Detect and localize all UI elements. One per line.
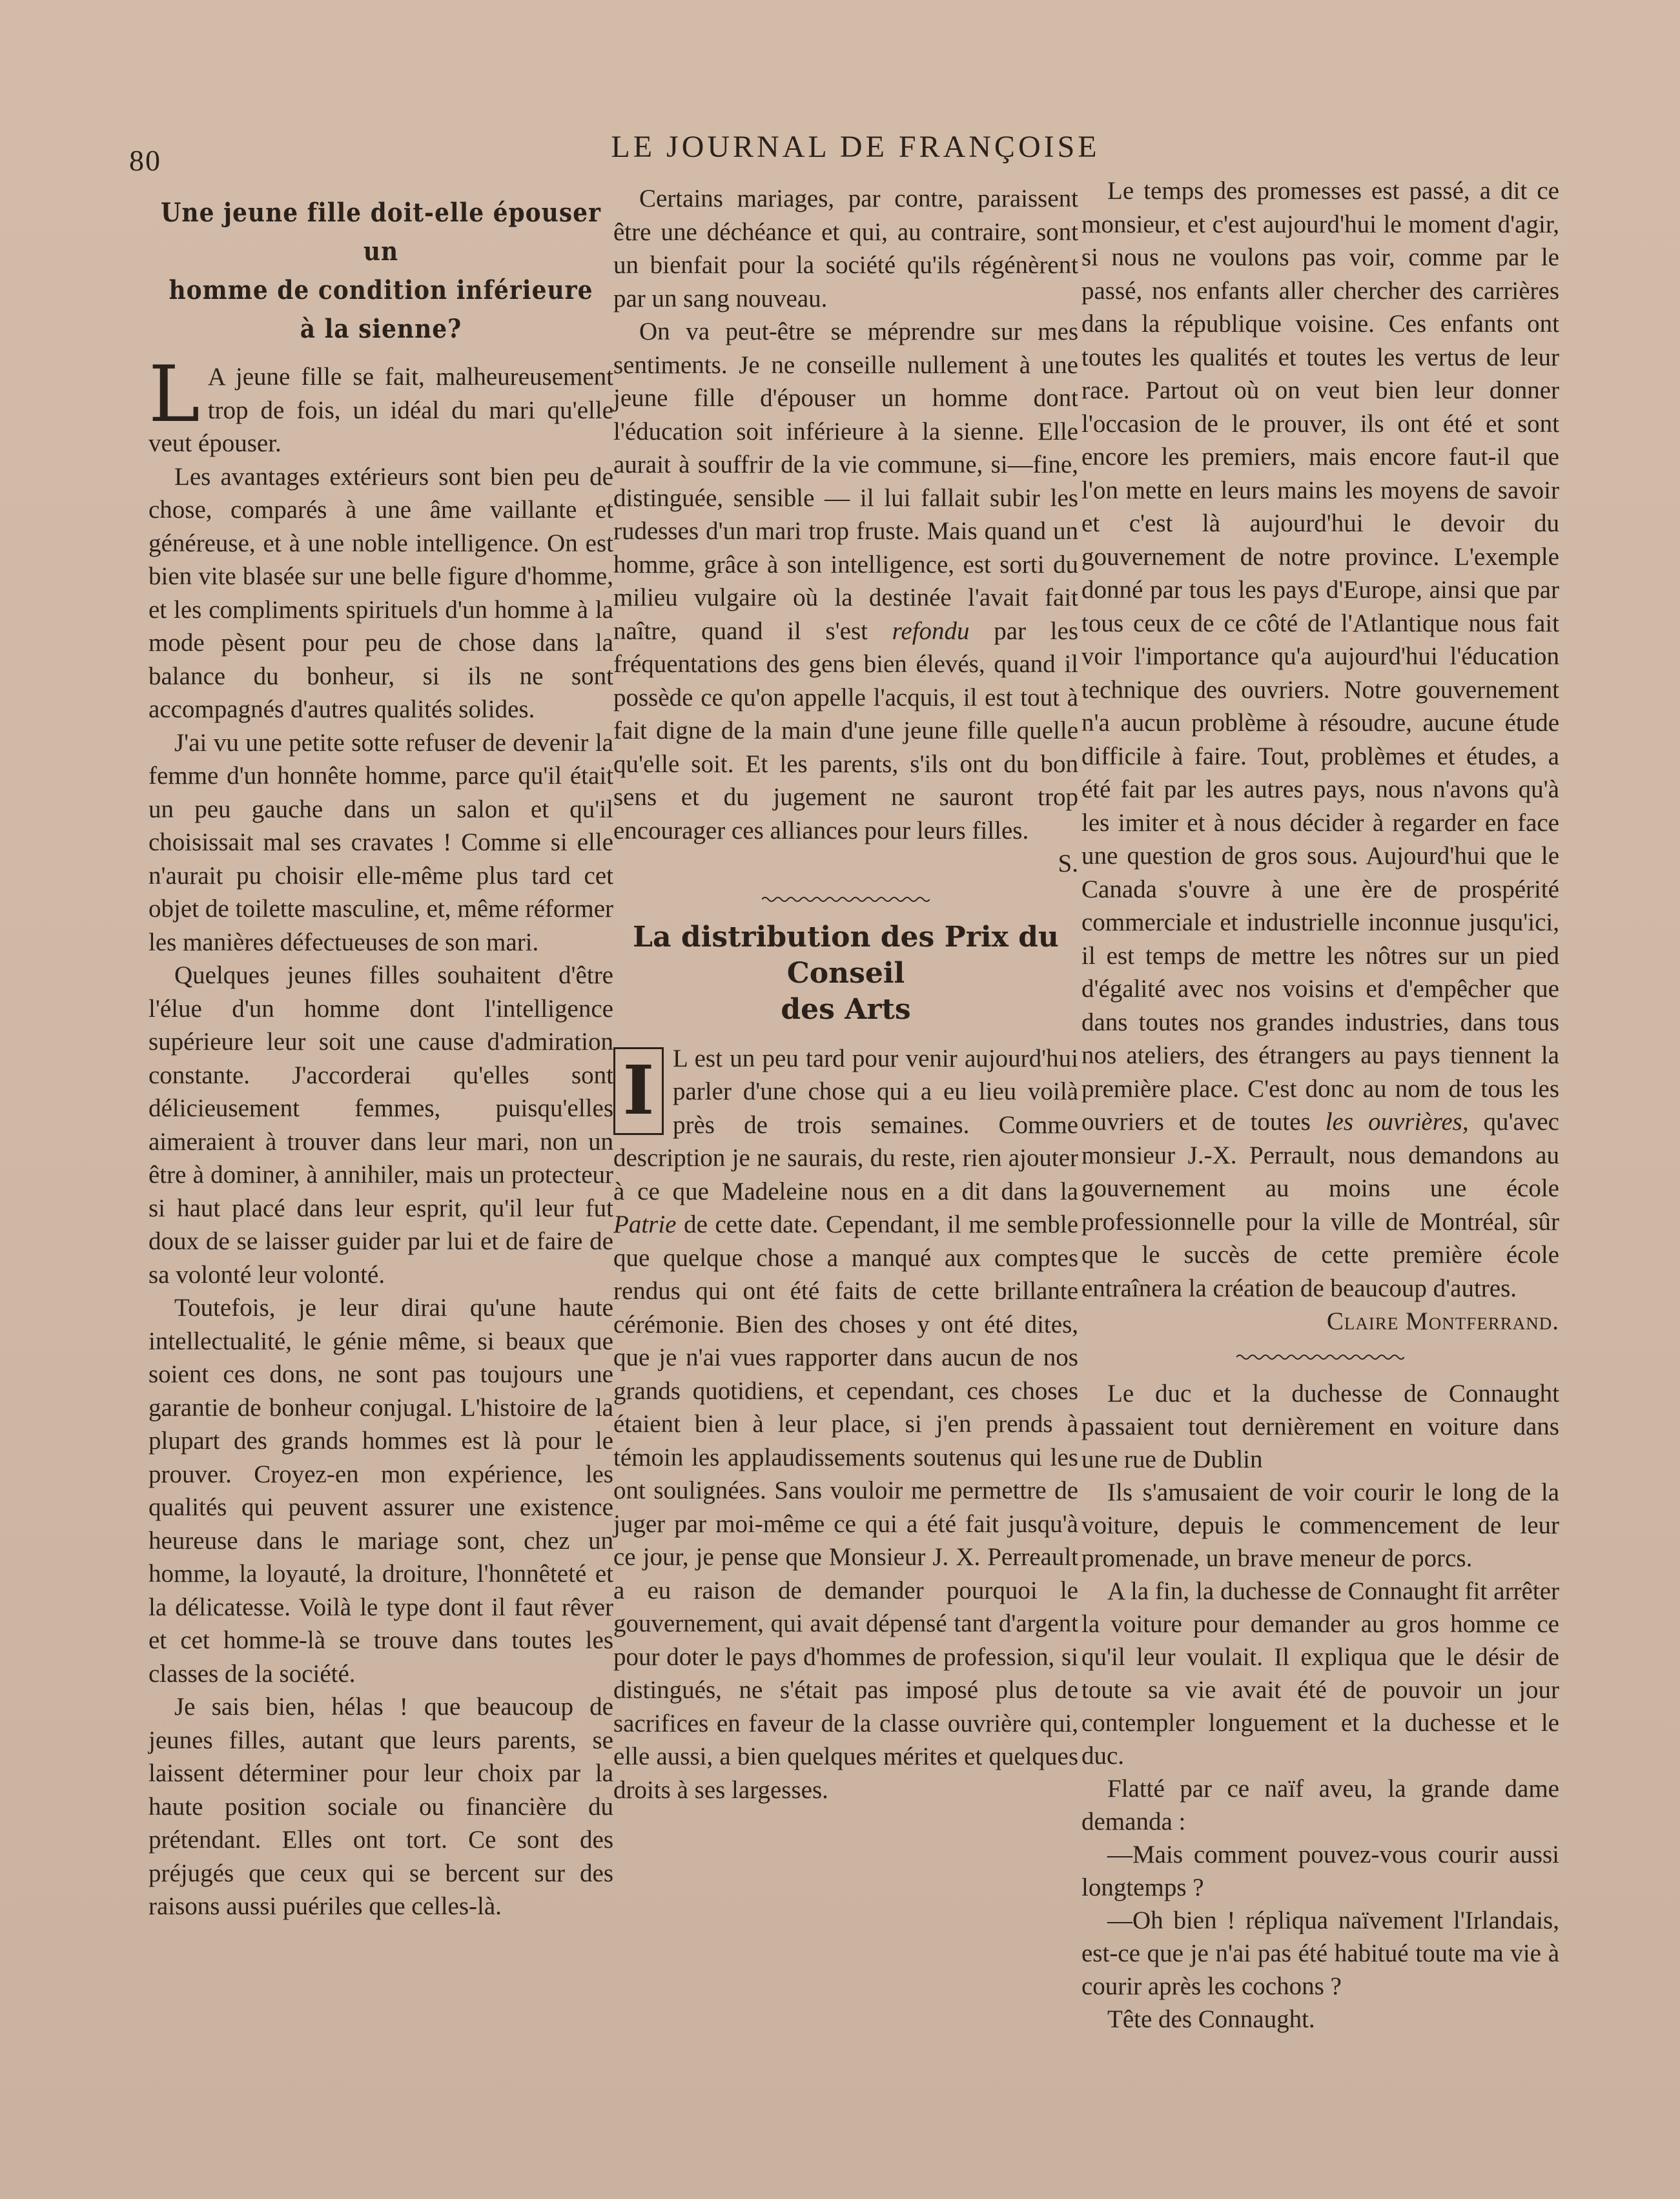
running-head: LE JOURNAL DE FRANÇOISE xyxy=(611,130,1100,164)
article2-title xyxy=(613,919,1078,1028)
anecdote-paragraph: Tête des Connaught. xyxy=(1107,2005,1315,2033)
article2-title-line: La distribution des Prix du Conseil xyxy=(633,920,1059,990)
article1-paragraph: Toutefois, je leur dirai qu'une haute intellectualité, le génie même, si beaux que soient ces dons, ne sont pas toujours une garantie de bonheur conjugal. L'histoire de la plupart des grands hommes est là pour le prouver. Croyez-en mon expérience, les qualités qui peuvent assurer une existence heureuse dans le mariage sont, chez un homme, la loyauté, la droiture, l'honnêteté et la délicatesse. Voilà le type dont il faut rêver et cet homme-là se trouve dans toutes les classes de la société. xyxy=(149,1294,613,1688)
italic-word: Patrie xyxy=(613,1211,677,1238)
paragraph-text: Le temps des promesses est passé, a dit ce monsieur, et c'est aujourd'hui le moment d'agir, si nous ne voulons pas voir, comme par le passé, nos enfants aller chercher des carrières dans la république voisine. Ces enfants ont toutes les qualités et toutes les vertus de leur race. Partout où on veut bien leur donner l'occasion de le prouver, ils ont été et sont encore les premiers, mais encore faut-il que l'on mette en leurs mains les moyens de savoir et c'est là aujourd'hui le devoir du gouvernement de notre province. L'exemple donné par tous les pays d'Europe, ainsi que par tous ceux de ce côté de l'Atlantique nous fait voir l'importance qu'a aujourd'hui l'éducation technique des ouvriers. Notre gouvernement n'a aucun problème à résoudre, aucune étude difficile à faire. Tout, problèmes et études, a été fait par les autres pays, nous n'avons qu'à les imiter et à nous décider à regarder en face une question de gros sous. Aujourd'hui que le Canada s'ouvre à une ère de prospérité commerciale et industrielle inconnue jusqu'ici, il est temps de mettre les nôtres sur un pied d'égalité avec nos voisins et d'empêcher que dans toutes nos grandes industries, dans tous nos ateliers, des étrangers au pays tiennent la première place. C'est donc au nom de tous les ouvriers et de toutes xyxy=(1081,177,1559,1136)
anecdote-paragraph: A la fin, la duchesse de Connaught fit arrêter la voiture pour demander au gros homme ce qu'il leur voulait. Il expliqua que le désir de toute sa vie avait été de pouvoir un jour contempler longuement et la duchesse et le duc. xyxy=(1081,1577,1559,1770)
paragraph-text: de cette date. Cependant, il me semble que quelque chose a manqué aux comptes rendus qui ont été faits de cette brillante cérémonie. Bien des choses y ont été dites, que je n'ai vues rapporter dans aucun de nos grands quotidiens, et cependant, ces choses étaient bien à leur place, si j'en prends à témoin les applaudissements soutenus qui les ont soulignées. Sans vouloir me permettre de juger par moi-même ce qui a été fait jusqu'à ce jour, je pense que Monsieur J. X. Perreault a eu raison de demander pourquoi le gouvernement, qui avait dépensé tant d'argent pour doter le pays d'hommes de profession, si distingués, ne s'était pas imposé plus de sacrifices en faveur de la classe ouvrière qui, elle aussi, a bien quelques mérites et quelques droits à ses largesses. xyxy=(613,1211,1079,1804)
anecdote-paragraph: Flatté par ce naïf aveu, la grande dame demanda : xyxy=(1081,1774,1559,1836)
dropcap-l: L xyxy=(149,350,200,440)
column-2 xyxy=(613,182,1078,1806)
anecdote-paragraph: —Oh bien ! répliqua naïvement l'Irlandais, est-ce que je n'ai pas été habitué toute ma vie à courir après les cochons ? xyxy=(1081,1906,1559,2000)
dropcap-i: I xyxy=(613,1047,664,1135)
article2-signature: Claire Montferrand. xyxy=(1326,1307,1559,1335)
article1-paragraph: Je sais bien, hélas ! que beaucoup de jeunes filles, autant que leurs parents, se laissent déterminer pour leur choix par la haute position sociale ou financière du prétendant. Elles ont tort. Ce sont des préjugés que ceux qui se bercent sur des raisons aussi puériles que celles-là. xyxy=(149,1693,613,1920)
column-3 xyxy=(1081,174,1559,2036)
wavy-divider xyxy=(762,895,930,904)
article1-signature: S. xyxy=(1058,850,1078,877)
page-number: 80 xyxy=(129,144,161,177)
article1-paragraph xyxy=(613,315,1078,847)
paragraph-text: A jeune fille se fait, malheureusement trop de fois, un idéal du mari qu'elle veut épouser. xyxy=(149,363,613,457)
anecdote xyxy=(1081,1377,1559,2036)
wavy-divider xyxy=(1236,1353,1404,1362)
article1-title-line: homme de condition inférieure xyxy=(169,275,593,305)
column-1 xyxy=(149,181,613,1923)
anecdote-paragraph: —Mais comment pouvez-vous courir aussi longtemps ? xyxy=(1081,1840,1559,1901)
italic-word: les ouvrières, xyxy=(1325,1108,1469,1136)
article1-title-line: à la sienne? xyxy=(300,314,462,344)
article1-paragraph: Quelques jeunes filles souhaitent d'être l'élue d'un homme dont l'intelligence supérieure leur soit une cause d'admiration constante. J'accorderai qu'elles sont délicieusement femmes, puisqu'elles aimeraient à trouver dans leur mari, non un être à dominer, à annihiler, mais un protecteur si haut placé dans leur esprit, qu'il leur fut doux de se laisser guider par lui et de faire de sa volonté leur volonté. xyxy=(149,961,613,1289)
paragraph-text: qu'avec monsieur J.-X. Perrault, nous demandons au gouvernement au moins une école professionnelle pour la ville de Montréal, sûr que le succès de cette première école entraînera la création de beaucoup d'autres. xyxy=(1081,1108,1559,1302)
article2-title-line: des Arts xyxy=(781,992,911,1026)
article1-paragraph: J'ai vu une petite sotte refuser de devenir la femme d'un honnête homme, parce qu'il était un peu gauche dans un salon et qu'il choisissait mal ses cravates ! Comme si elle n'aurait pu choisir elle-même plus tard cet objet de toilette masculine, et, même réformer les manières défectueuses de son mari. xyxy=(149,728,613,956)
paragraph-text: On va peut-être se méprendre sur mes sentiments. Je ne conseille nullement à une jeune fille d'épouser un homme dont l'éducation soit inférieure à la sienne. Elle aurait à souffrir de la vie commune, si—fine, distinguée, sensible — il lui fallait subir les rudesses d'un mari trop fruste. Mais quand un homme, grâce à son intelligence, est sorti du milieu vulgaire où la destinée l'avait fait naître, quand il s'est xyxy=(613,318,1078,645)
anecdote-paragraph: Le duc et la duchesse de Connaught passaient tout dernièrement en voiture dans une rue de Dublin xyxy=(1081,1379,1559,1473)
paragraph-text: par les fréquentations des gens bien élevés, quand il possède ce qu'on appelle l'acquis, il est tout à fait digne de la main d'une jeune fille quelle qu'elle soit. Et les parents, s'ils ont du bon sens et du jugement ne sauront trop encourager ces alliances pour leurs filles. xyxy=(613,617,1078,844)
article1-paragraph: Les avantages extérieurs sont bien peu de chose, comparés à une âme vaillante et généreuse, et à une noble intelligence. On est bien vite blasée sur une belle figure d'homme, et les compliments spirituels d'un homme à la mode pèsent pour peu de chose dans la balance du bonheur, si ils ne sont accompagnés d'autres qualités solides. xyxy=(149,462,613,723)
article1-paragraph: Certains mariages, par contre, paraissent être une déchéance et qui, au contraire, sont un bienfait pour la société qu'ils régénèrent par un sang nouveau. xyxy=(613,185,1078,312)
italic-word: refondu xyxy=(892,617,970,645)
article2-paragraph xyxy=(613,1042,1078,1807)
article1-title xyxy=(149,194,613,349)
article1-title-line: Une jeune fille doit-elle épouser un xyxy=(161,198,601,267)
article2-paragraph xyxy=(1081,174,1559,1305)
paragraph-text: L est un peu tard pour venir aujourd'hui parler d'une chose qui a eu lieu voilà près de trois semaines. Comme description je ne saurais, du reste, rien ajouter à ce que Madeleine nous en a dit dans la xyxy=(613,1044,1078,1205)
article1-paragraph xyxy=(149,350,613,460)
anecdote-paragraph: Ils s'amusaient de voir courir le long de la voiture, depuis le commencement de leur promenade, un brave meneur de porcs. xyxy=(1081,1478,1559,1572)
